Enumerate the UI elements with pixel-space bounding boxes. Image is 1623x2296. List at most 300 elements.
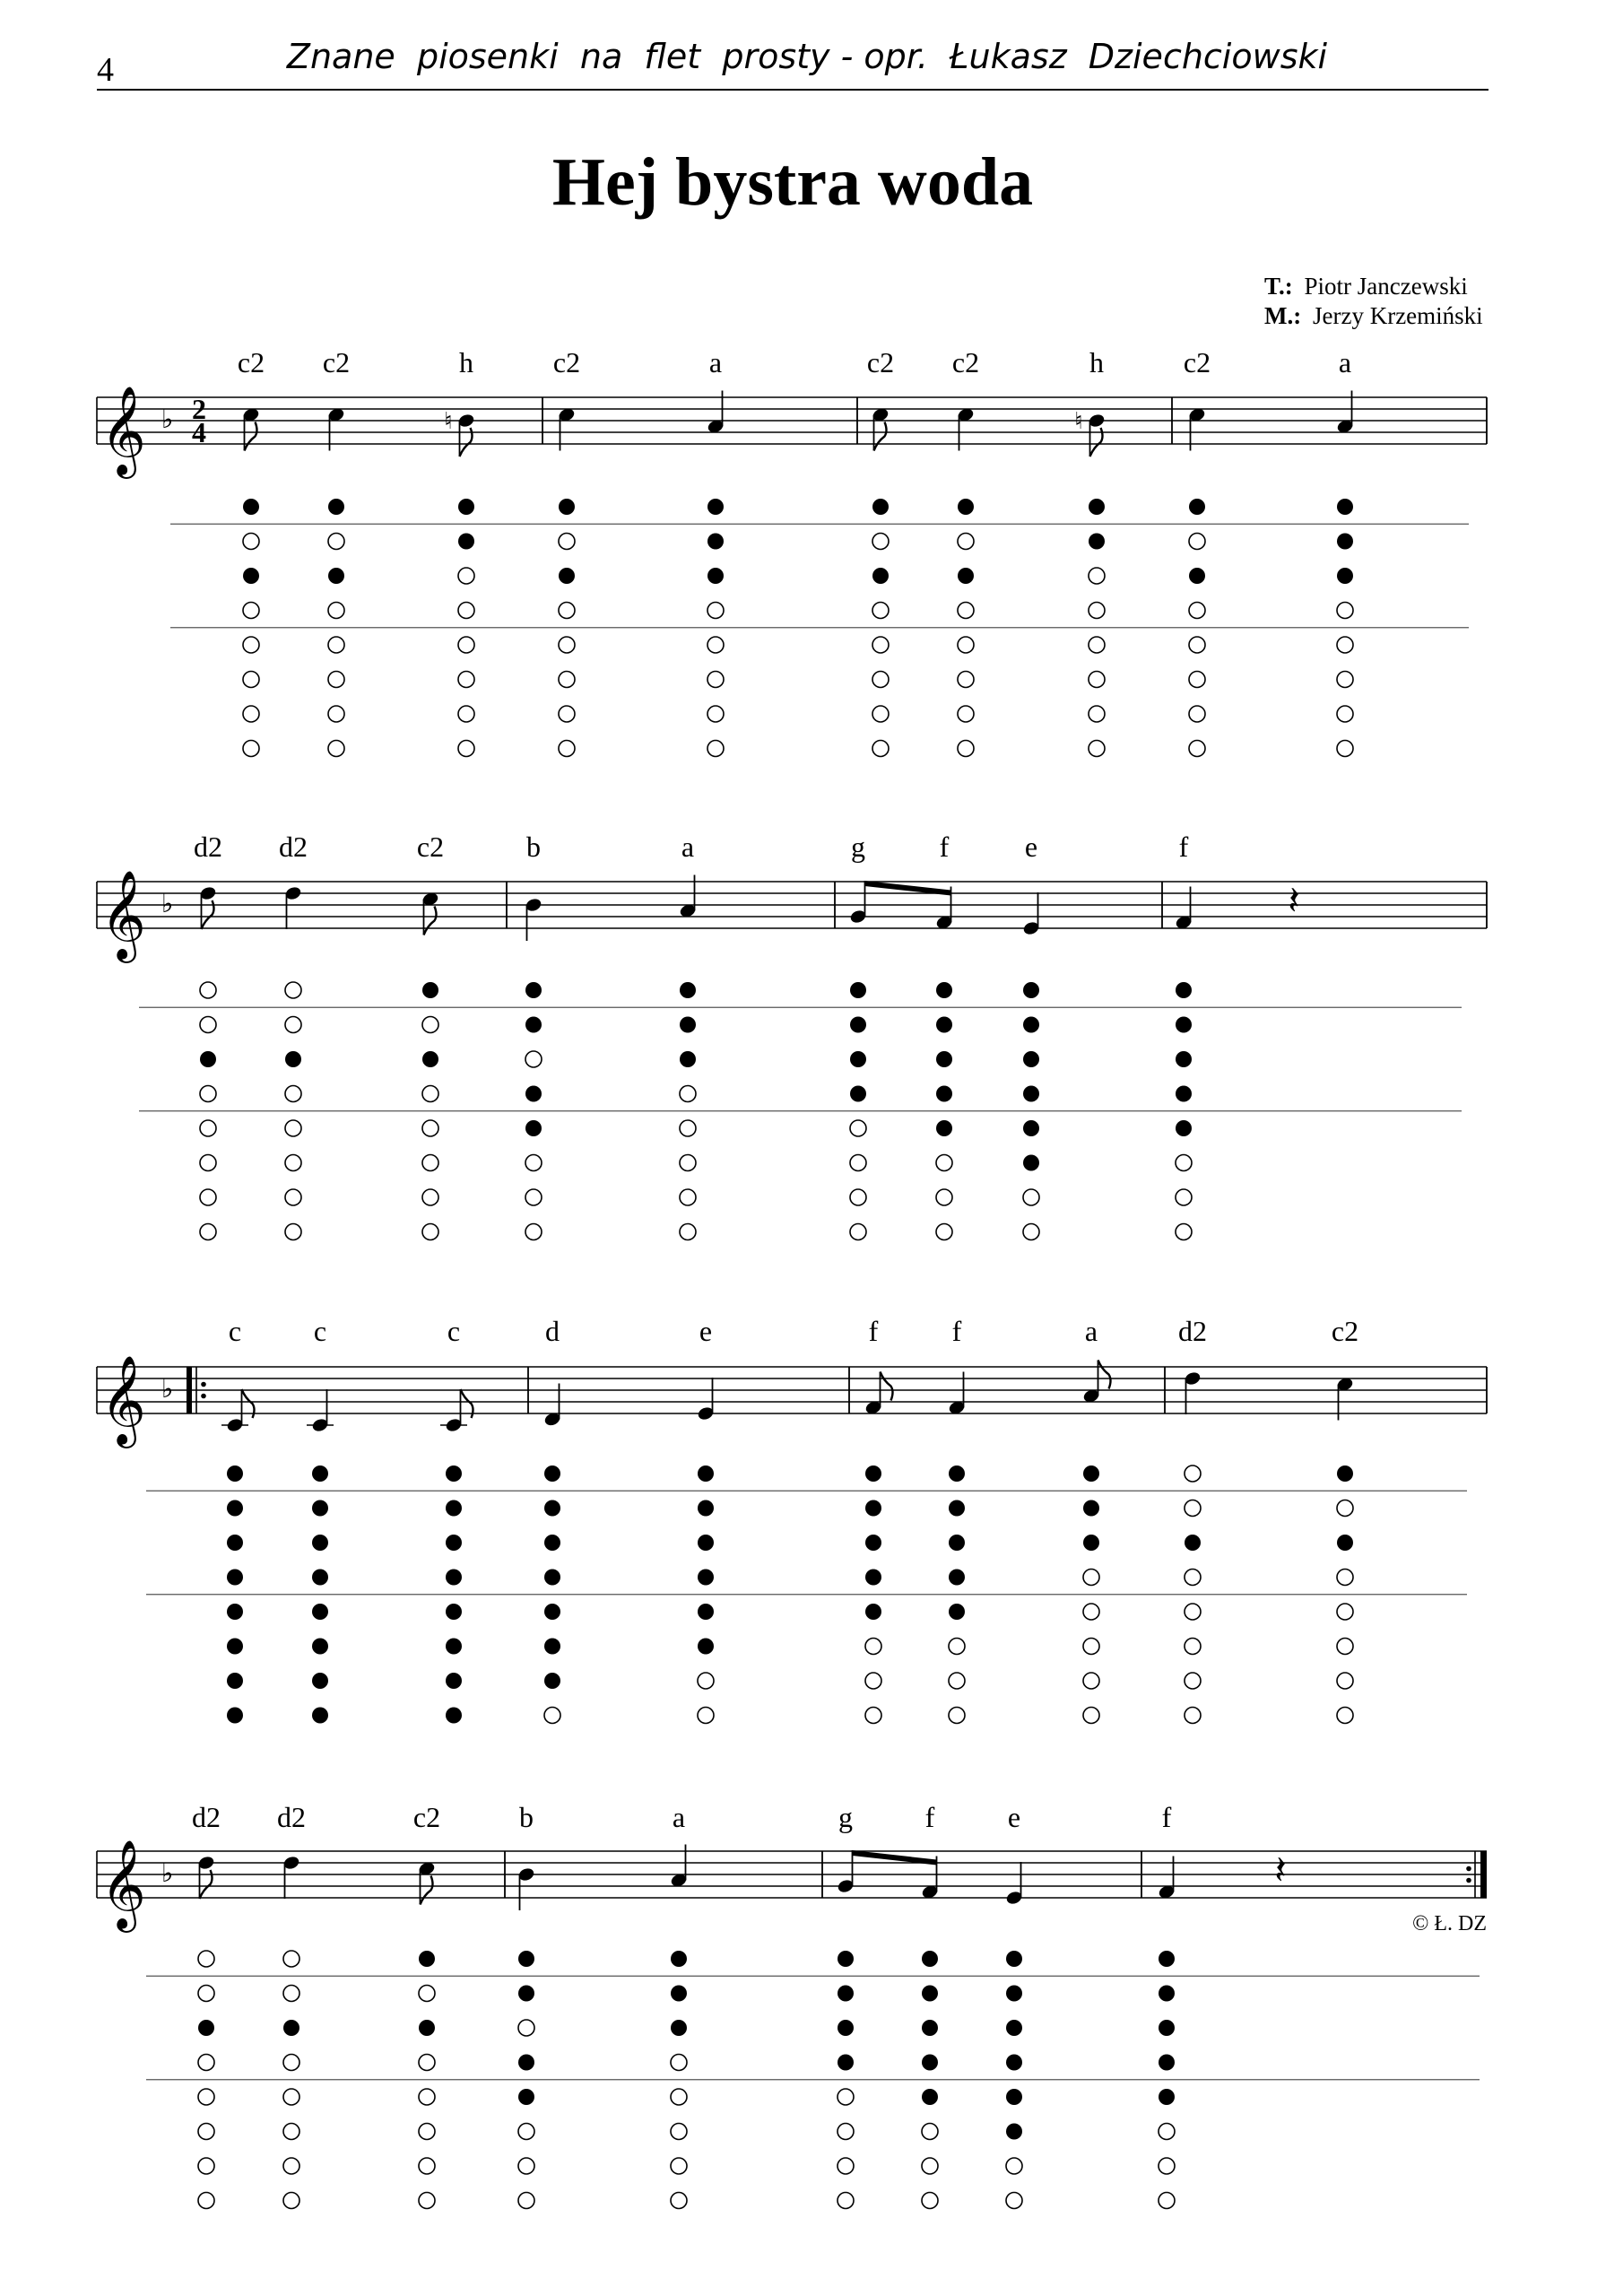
hole-closed — [872, 568, 889, 584]
note — [697, 1315, 715, 1724]
hole-closed — [446, 1639, 462, 1655]
hole-open — [872, 741, 889, 757]
note-name-label: h — [459, 346, 473, 378]
hole-open — [680, 1120, 696, 1136]
hole-open — [671, 2089, 687, 2105]
repeat-dot — [201, 1382, 206, 1387]
hole-open — [1337, 706, 1353, 722]
key-signature-flat-icon: ♭ — [161, 1374, 174, 1404]
note-name-label: a — [1338, 346, 1352, 378]
hole-open — [458, 603, 474, 619]
hole-closed — [312, 1500, 328, 1517]
hole-open — [872, 706, 889, 722]
hole-open — [243, 741, 259, 757]
hole-closed — [458, 534, 474, 550]
note — [553, 346, 580, 757]
hole-closed — [1337, 499, 1353, 515]
hole-closed — [1083, 1535, 1099, 1551]
hole-closed — [671, 1986, 687, 2002]
note-name-label: b — [519, 1801, 534, 1833]
hole-open — [200, 1017, 216, 1033]
note — [670, 1801, 688, 2209]
note-name-label: c2 — [951, 346, 980, 378]
system-3 — [97, 1315, 1487, 1724]
hole-closed — [936, 1017, 952, 1033]
hole-open — [458, 741, 474, 757]
hole-closed — [312, 1639, 328, 1655]
hole-closed — [285, 1051, 301, 1067]
hole-open — [936, 1224, 952, 1240]
system-2 — [97, 831, 1487, 1240]
note — [864, 1315, 893, 1724]
note — [192, 1801, 221, 2209]
hole-closed — [1176, 1051, 1192, 1067]
hole-closed — [1185, 1535, 1201, 1551]
hole-open — [838, 2193, 854, 2209]
hole-open — [285, 1155, 301, 1171]
treble-clef-icon: 𝄞 — [100, 870, 146, 960]
hole-open — [419, 2158, 435, 2174]
hole-open — [1337, 1604, 1353, 1620]
note-name-label: d2 — [192, 1801, 221, 1833]
hole-closed — [707, 499, 724, 515]
hole-open — [200, 1189, 216, 1205]
hole-open — [1159, 2124, 1175, 2140]
hole-closed — [698, 1604, 714, 1620]
eighth-flag — [245, 422, 257, 451]
hole-open — [198, 1951, 214, 1967]
hole-closed — [227, 1500, 243, 1517]
hole-closed — [1189, 499, 1205, 515]
hole-closed — [865, 1465, 881, 1482]
hole-open — [544, 1708, 560, 1724]
running-title: Znane piosenki na flet prosty - opr. Łukasz Dziechciowski — [286, 37, 1328, 76]
hole-open — [1083, 1604, 1099, 1620]
hole-open — [198, 1986, 214, 2002]
hole-open — [285, 1120, 301, 1136]
note-name-label: f — [1178, 831, 1189, 863]
hole-open — [198, 2089, 214, 2105]
hole-closed — [936, 1051, 952, 1067]
hole-open — [328, 672, 344, 688]
hole-open — [518, 2124, 534, 2140]
hole-open — [525, 1155, 542, 1171]
note — [952, 346, 979, 757]
hole-closed — [328, 499, 344, 515]
note — [1336, 346, 1354, 757]
hole-closed — [419, 1951, 435, 1967]
hole-closed — [1006, 1951, 1022, 1967]
note — [238, 346, 265, 757]
hole-closed — [1176, 982, 1192, 998]
hole-open — [518, 2193, 534, 2209]
hole-open — [419, 2055, 435, 2071]
hole-open — [458, 637, 474, 653]
hole-open — [949, 1639, 965, 1655]
note-name-label: f — [1161, 1801, 1172, 1833]
note-name-label: g — [838, 1801, 853, 1833]
hole-closed — [227, 1570, 243, 1586]
hole-open — [698, 1673, 714, 1689]
hole-closed — [446, 1570, 462, 1586]
hole-closed — [936, 1120, 952, 1136]
note — [679, 831, 697, 1240]
hole-closed — [1023, 1017, 1039, 1033]
hole-open — [422, 1120, 438, 1136]
hole-closed — [422, 982, 438, 998]
hole-open — [872, 534, 889, 550]
hole-open — [283, 2158, 299, 2174]
hole-open — [198, 2124, 214, 2140]
note-name-label: f — [868, 1315, 879, 1347]
note — [1332, 1315, 1358, 1724]
credits — [1264, 273, 1483, 329]
note — [1074, 346, 1106, 757]
hole-open — [559, 534, 575, 550]
hole-open — [850, 1189, 866, 1205]
hole-closed — [1337, 1535, 1353, 1551]
hole-open — [422, 1224, 438, 1240]
hole-closed — [544, 1570, 560, 1586]
hole-open — [283, 2193, 299, 2209]
hole-open — [328, 603, 344, 619]
hole-open — [328, 706, 344, 722]
hole-closed — [422, 1051, 438, 1067]
note-name-label: f — [951, 1315, 962, 1347]
hole-open — [1189, 637, 1205, 653]
hole-closed — [922, 2055, 938, 2071]
note — [417, 831, 444, 1240]
hole-open — [1083, 1570, 1099, 1586]
hole-open — [328, 637, 344, 653]
hole-open — [872, 637, 889, 653]
hole-closed — [227, 1708, 243, 1724]
note — [1175, 831, 1193, 1240]
note-name-label: d2 — [279, 831, 308, 863]
hole-closed — [949, 1535, 965, 1551]
hole-closed — [680, 1017, 696, 1033]
hole-closed — [1159, 1986, 1175, 2002]
note — [1184, 346, 1211, 757]
end-repeat-thick-bar — [1480, 1851, 1487, 1898]
hole-open — [958, 741, 974, 757]
hole-open — [1189, 534, 1205, 550]
hole-open — [680, 1086, 696, 1102]
hole-closed — [1023, 982, 1039, 998]
hole-closed — [198, 2020, 214, 2036]
hole-open — [680, 1189, 696, 1205]
hole-open — [285, 982, 301, 998]
hole-open — [958, 603, 974, 619]
lyricist-name: Piotr Janczewski — [1304, 273, 1468, 300]
hole-closed — [283, 2020, 299, 2036]
hole-closed — [312, 1465, 328, 1482]
hole-open — [936, 1189, 952, 1205]
note-name-label: c2 — [322, 346, 351, 378]
hole-closed — [518, 2055, 534, 2071]
hole-open — [422, 1155, 438, 1171]
hole-closed — [680, 982, 696, 998]
hole-closed — [1159, 2089, 1175, 2105]
hole-open — [283, 2124, 299, 2140]
hole-closed — [544, 1673, 560, 1689]
song-title: Hej bystra woda — [551, 144, 1034, 220]
note — [440, 1315, 473, 1724]
natural-accidental-icon: ♮ — [1074, 408, 1083, 435]
hole-closed — [865, 1570, 881, 1586]
hole-open — [243, 637, 259, 653]
hole-closed — [1159, 2055, 1175, 2071]
hole-open — [698, 1708, 714, 1724]
hole-closed — [559, 499, 575, 515]
hole-closed — [698, 1500, 714, 1517]
hole-closed — [1023, 1155, 1039, 1171]
hole-open — [707, 741, 724, 757]
system-4 — [97, 1801, 1487, 2209]
page-number: 4 — [97, 51, 114, 89]
hole-open — [1083, 1708, 1099, 1724]
composer-prefix: M.: — [1264, 302, 1302, 329]
hole-closed — [850, 1051, 866, 1067]
hole-open — [1185, 1465, 1201, 1482]
hole-closed — [559, 568, 575, 584]
hole-open — [328, 534, 344, 550]
hole-closed — [698, 1535, 714, 1551]
hole-closed — [838, 2020, 854, 2036]
hole-open — [1337, 637, 1353, 653]
hole-closed — [312, 1604, 328, 1620]
eighth-flag — [421, 1876, 433, 1905]
hole-open — [1006, 2158, 1022, 2174]
hole-open — [458, 672, 474, 688]
hole-open — [422, 1086, 438, 1102]
hole-open — [243, 706, 259, 722]
hole-open — [671, 2193, 687, 2209]
hole-open — [949, 1708, 965, 1724]
hole-open — [200, 1086, 216, 1102]
rest-symbol — [1288, 878, 1299, 924]
hole-closed — [1023, 1051, 1039, 1067]
hole-closed — [1176, 1120, 1192, 1136]
hole-open — [200, 1224, 216, 1240]
hole-open — [200, 1155, 216, 1171]
hole-open — [283, 1951, 299, 1967]
hole-open — [850, 1120, 866, 1136]
quarter-rest-icon: 𝄽 — [1274, 1848, 1287, 1893]
hole-closed — [850, 1017, 866, 1033]
hole-closed — [518, 1986, 534, 2002]
hole-open — [707, 672, 724, 688]
hole-open — [200, 1120, 216, 1136]
hole-closed — [922, 2089, 938, 2105]
hole-closed — [958, 499, 974, 515]
note — [543, 1315, 561, 1724]
hole-open — [680, 1224, 696, 1240]
hole-open — [285, 1189, 301, 1205]
hole-open — [1337, 1500, 1353, 1517]
hole-open — [422, 1017, 438, 1033]
note-name-label: c2 — [1331, 1315, 1359, 1347]
hole-closed — [671, 1951, 687, 1967]
hole-open — [1185, 1639, 1201, 1655]
hole-closed — [850, 982, 866, 998]
hole-open — [1159, 2158, 1175, 2174]
hole-open — [949, 1673, 965, 1689]
hole-open — [872, 672, 889, 688]
hole-open — [1337, 1570, 1353, 1586]
hole-closed — [698, 1465, 714, 1482]
hole-closed — [958, 568, 974, 584]
hole-open — [283, 1986, 299, 2002]
hole-closed — [518, 2089, 534, 2105]
note-name-label: a — [681, 831, 695, 863]
hole-closed — [1189, 568, 1205, 584]
hole-open — [525, 1189, 542, 1205]
hole-closed — [544, 1500, 560, 1517]
system-1 — [97, 346, 1487, 757]
repeat-dot — [201, 1394, 206, 1399]
hole-open — [559, 603, 575, 619]
hole-closed — [865, 1500, 881, 1517]
hole-closed — [1083, 1500, 1099, 1517]
hole-open — [936, 1155, 952, 1171]
hole-closed — [446, 1465, 462, 1482]
hole-closed — [1159, 1951, 1175, 1967]
note-name-label: e — [1007, 1801, 1021, 1833]
hole-closed — [312, 1673, 328, 1689]
hole-closed — [525, 982, 542, 998]
hole-open — [419, 1986, 435, 2002]
note — [1022, 831, 1040, 1240]
note — [517, 1801, 535, 2209]
hole-open — [1089, 568, 1105, 584]
note — [323, 346, 350, 757]
treble-clef-icon: 𝄞 — [100, 1355, 146, 1445]
hole-closed — [419, 2020, 435, 2036]
hole-open — [1176, 1189, 1192, 1205]
hole-open — [1185, 1500, 1201, 1517]
hole-open — [198, 2158, 214, 2174]
note — [948, 1315, 966, 1724]
hole-open — [1185, 1604, 1201, 1620]
note-name-label: f — [924, 1801, 935, 1833]
note-name-label: d2 — [277, 1801, 306, 1833]
music-systems — [97, 346, 1487, 2209]
hole-closed — [1006, 2020, 1022, 2036]
hole-closed — [698, 1639, 714, 1655]
note-name-label: h — [1089, 346, 1104, 378]
start-repeat-thick-bar — [187, 1367, 192, 1413]
hole-open — [422, 1189, 438, 1205]
note-name-label: d — [545, 1315, 560, 1347]
note — [279, 831, 308, 1240]
hole-open — [850, 1155, 866, 1171]
hole-closed — [1337, 534, 1353, 550]
hole-open — [707, 706, 724, 722]
hole-closed — [707, 534, 724, 550]
hole-closed — [312, 1535, 328, 1551]
hole-open — [1337, 1708, 1353, 1724]
hole-open — [1189, 741, 1205, 757]
hole-open — [865, 1639, 881, 1655]
note — [1082, 1315, 1111, 1724]
note-name-label: c2 — [1183, 346, 1211, 378]
hole-closed — [446, 1500, 462, 1517]
note — [837, 1801, 855, 2209]
hole-open — [922, 2158, 938, 2174]
hole-closed — [1176, 1017, 1192, 1033]
eighth-flag — [881, 1372, 893, 1401]
key-signature-flat-icon: ♭ — [161, 1858, 174, 1888]
note-name-label: c2 — [866, 346, 895, 378]
hole-open — [1083, 1639, 1099, 1655]
hole-open — [922, 2124, 938, 2140]
composer-name: Jerzy Krzemiński — [1312, 302, 1483, 329]
hole-closed — [544, 1639, 560, 1655]
rest-symbol — [1274, 1848, 1286, 1893]
hole-open — [1006, 2193, 1022, 2209]
hole-open — [518, 2158, 534, 2174]
hole-closed — [1023, 1086, 1039, 1102]
note-name-label: c — [228, 1315, 242, 1347]
note — [525, 831, 542, 1240]
hole-closed — [518, 1951, 534, 1967]
hole-closed — [200, 1051, 216, 1067]
hole-open — [1337, 1673, 1353, 1689]
hole-open — [1189, 672, 1205, 688]
note-name-label: c — [313, 1315, 327, 1347]
treble-clef-icon: 𝄞 — [100, 1839, 146, 1929]
hole-closed — [227, 1639, 243, 1655]
hole-closed — [446, 1535, 462, 1551]
hole-open — [518, 2020, 534, 2036]
note-name-label: e — [699, 1315, 713, 1347]
hole-closed — [227, 1465, 243, 1482]
hole-closed — [525, 1017, 542, 1033]
hole-open — [1089, 706, 1105, 722]
hole-closed — [1006, 1986, 1022, 2002]
hole-open — [958, 672, 974, 688]
repeat-dot — [1466, 1866, 1471, 1872]
hole-closed — [698, 1570, 714, 1586]
note — [221, 1315, 255, 1724]
hole-open — [458, 568, 474, 584]
hole-closed — [707, 568, 724, 584]
hole-closed — [544, 1604, 560, 1620]
time-signature-bottom: 4 — [192, 416, 206, 448]
hole-closed — [865, 1535, 881, 1551]
hole-closed — [949, 1465, 965, 1482]
hole-open — [243, 603, 259, 619]
hole-open — [865, 1673, 881, 1689]
hole-open — [958, 706, 974, 722]
hole-closed — [1006, 2055, 1022, 2071]
note — [194, 831, 222, 1240]
hole-closed — [936, 982, 952, 998]
note-name-label: a — [1084, 1315, 1098, 1347]
eighth-flag — [424, 907, 437, 935]
time-signature-top: 2 — [192, 393, 206, 425]
hole-closed — [446, 1673, 462, 1689]
lyricist-credit — [1264, 273, 1468, 300]
hole-closed — [328, 568, 344, 584]
hole-open — [1189, 603, 1205, 619]
note-name-label: e — [1024, 831, 1038, 863]
note-name-label: g — [851, 831, 865, 863]
hole-closed — [312, 1570, 328, 1586]
hole-open — [198, 2055, 214, 2071]
natural-accidental-icon: ♮ — [444, 408, 453, 435]
